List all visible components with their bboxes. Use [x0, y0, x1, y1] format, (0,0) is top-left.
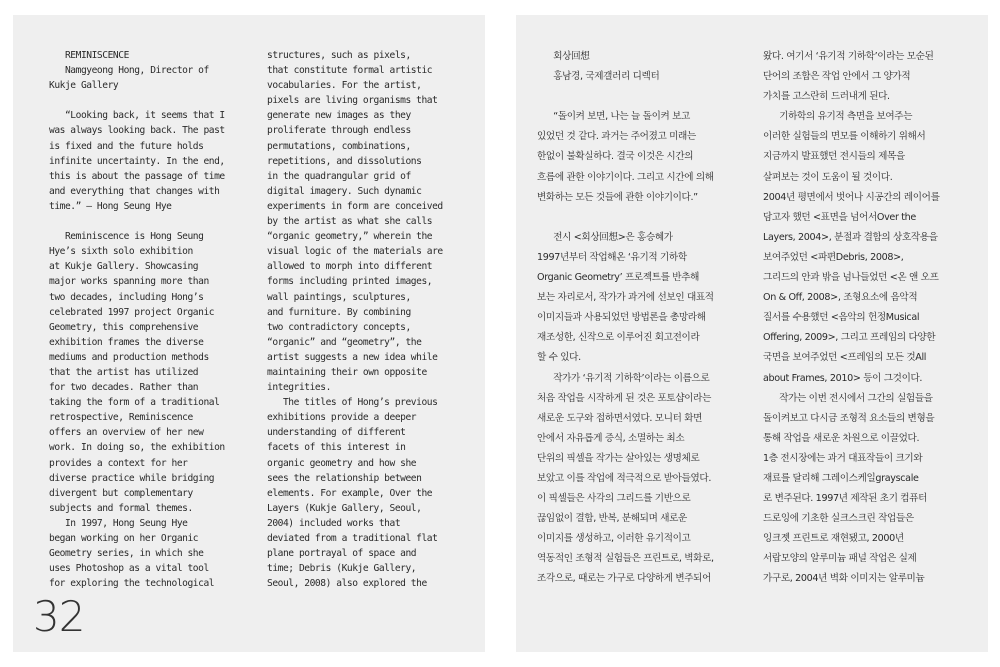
text-line: 1층 전시장에는 과거 대표작들이 크기와: [763, 452, 923, 464]
text-line: maintaining their own opposite: [267, 366, 427, 378]
text-line: time; Debris (Kukje Gallery,: [267, 563, 417, 575]
text-line: work. In doing so, the exhibition: [49, 442, 225, 454]
text-line: Namgyeong Hong, Director of: [49, 65, 209, 77]
text-line: 왔다. 여기서 ‘유기적 기하학’이라는 모순된: [763, 51, 934, 62]
text-line: permutations, combinations,: [267, 140, 411, 152]
text-line: 끊임없이 결합, 반복, 분해되며 새로운: [537, 513, 687, 525]
text-line: is fixed and the future holds: [49, 140, 204, 152]
text-line: 질서를 수용했던 <음악의 헌정Musical: [763, 312, 920, 324]
text-line: that the artist has utilized: [49, 366, 199, 378]
text-line: celebrated 1997 project Organic: [49, 306, 215, 318]
text-line: 2004년 평면에서 벗어나 시공간의 레이어를: [763, 191, 940, 203]
text-line: “organic geometry,” wherein the: [267, 231, 433, 243]
text-line: repetitions, and dissolutions: [267, 155, 422, 167]
text-line: Hye’s sixth solo exhibition: [49, 246, 193, 258]
text-line: 지금까지 발표했던 전시들의 제목을: [763, 151, 905, 163]
text-line: and furniture. By combining: [267, 306, 411, 318]
text-line: 단위의 픽셀을 작가는 살아있는 생명체로: [537, 452, 700, 464]
text-line: 로 변주된다. 1997년 제작된 초기 컴퓨터: [763, 493, 928, 505]
text-line: retrospective, Reminiscence: [49, 412, 193, 424]
text-line: 단어의 조합은 작업 안에서 그 양가적: [763, 71, 911, 83]
text-line: In 1997, Hong Seung Hye: [49, 517, 188, 529]
page-number: 32: [33, 592, 85, 641]
english-column-1: [49, 48, 244, 591]
text-line: 홍남경, 국제갤러리 디렉터: [537, 71, 660, 83]
text-line: “돌이켜 보면, 나는 늘 돌이켜 보고: [537, 111, 690, 123]
text-line: [49, 93, 244, 108]
text-line: 보았고 이를 작업에 적극적으로 받아들였다.: [537, 472, 712, 484]
text-line: understanding of different: [267, 427, 406, 439]
text-line: wall paintings, sculptures,: [267, 291, 411, 303]
text-line: 그리드의 안과 밖을 넘나들었던 <온 앤 오프: [763, 272, 939, 284]
text-line: infinite uncertainty. In the end,: [49, 155, 225, 167]
korean-column-2: [763, 47, 971, 590]
right-page: [516, 15, 988, 652]
text-line: Seoul, 2008) also explored the: [267, 578, 427, 590]
text-line: 새로운 도구와 접하면서였다. 모니터 화면: [537, 412, 703, 424]
text-line: 가치를 고스란히 드러내게 된다.: [763, 91, 890, 103]
text-line: taking the form of a traditional: [49, 397, 220, 409]
text-line: The titles of Hong’s previous: [267, 397, 438, 409]
text-line: 2004) included works that: [267, 517, 401, 529]
text-line: mediums and production methods: [49, 351, 209, 363]
text-line: 보는 자리로서, 작가가 과거에 선보인 대표적: [537, 292, 714, 304]
text-line: Geometry series, in which she: [49, 548, 204, 560]
text-line: Organic Geometry’ 프로젝트를 반추해: [537, 272, 700, 284]
text-line: Reminiscence is Hong Seung: [49, 231, 204, 243]
text-line: Layers, 2004>, 분절과 결합의 상호작용을: [763, 231, 938, 243]
text-line: 재료를 달리해 그레이스케일grayscale: [763, 472, 919, 484]
text-line: sees the relationship between: [267, 472, 422, 484]
text-line: uses Photoshop as a vital tool: [49, 563, 209, 575]
text-line: [537, 208, 745, 228]
text-line: 드로잉에 기초한 실크스크린 작업들은: [763, 513, 914, 525]
text-line: 통해 작업을 새로운 차원으로 이끌었다.: [763, 432, 920, 444]
text-line: was always looking back. The past: [49, 125, 225, 137]
text-line: organic geometry and how she: [267, 457, 417, 469]
text-line: 작가가 ‘유기적 기하학’이라는 이름으로: [537, 372, 710, 384]
text-line: “organic” and “geometry”, the: [267, 336, 422, 348]
text-line: 1997년부터 작업해온 ‘유기적 기하학: [537, 251, 687, 263]
text-line: pixels are living organisms that: [267, 95, 438, 107]
text-line: 회상回想: [537, 51, 590, 62]
text-line: Offering, 2009>, 그리고 프레임의 다양한: [763, 332, 936, 344]
text-line: [537, 87, 745, 107]
text-line: about Frames, 2010> 등이 그것이다.: [763, 372, 923, 384]
text-line: structures, such as pixels,: [267, 50, 411, 61]
text-line: 한없이 불확실하다. 결국 이것은 시간의: [537, 151, 694, 163]
text-line: 이 픽셀들은 사각의 그리드를 기반으로: [537, 493, 691, 505]
text-line: elements. For example, Over the: [267, 487, 433, 499]
text-line: by the artist as what she calls: [267, 216, 433, 228]
english-column-2: [267, 48, 467, 591]
text-line: 국면을 보여주었던 <프레임의 모든 것All: [763, 352, 927, 364]
text-line: REMINISCENCE: [49, 50, 129, 61]
text-line: generate new images as they: [267, 110, 411, 122]
left-page: [13, 15, 485, 652]
text-line: for two decades. Rather than: [49, 382, 199, 394]
text-line: 이러한 실험들의 면모를 이해하기 위해서: [763, 131, 926, 143]
text-line: 담고자 했던 <표면을 넘어서Over the: [763, 211, 916, 223]
text-line: began working on her Organic: [49, 533, 199, 544]
text-line: vocabularies. For the artist,: [267, 80, 422, 92]
text-line: exhibition frames the diverse: [49, 336, 204, 348]
text-line: 이미지를 생성하고, 이러한 유기적이고: [537, 533, 691, 545]
text-line: 가구로, 2004년 벽화 이미지는 알루미늄: [763, 573, 925, 585]
text-line: diverse practice while bridging: [49, 472, 215, 484]
text-line: Layers (Kukje Gallery, Seoul,: [267, 502, 422, 514]
text-line: 처음 작업을 시작하게 된 것은 포토샵이라는: [537, 392, 712, 404]
text-line: 살펴보는 것이 도움이 될 것이다.: [763, 171, 893, 183]
text-line: time.” — Hong Seung Hye: [49, 200, 172, 212]
text-line: Geometry, this comprehensive: [49, 321, 199, 333]
text-line: two decades, including Hong’s: [49, 291, 204, 303]
text-line: deviated from a traditional flat: [267, 533, 438, 544]
text-line: 조각으로, 때로는 가구로 다양하게 변주되어: [537, 573, 712, 585]
text-line: plane portrayal of space and: [267, 548, 417, 560]
text-line: provides a context for her: [49, 457, 188, 469]
text-line: integrities.: [267, 382, 331, 394]
text-line: “Looking back, it seems that I: [49, 110, 225, 122]
text-line: 서랍모양의 알루미늄 패널 작업은 실제: [763, 553, 917, 565]
text-line: On & Off, 2008>, 조형요소에 음악적: [763, 292, 918, 304]
text-line: 이미지들과 사용되었던 방법론을 총망라해: [537, 312, 706, 324]
text-line: 역동적인 조형적 실험들은 프린트로, 벽화로,: [537, 553, 714, 565]
text-line: proliferate through endless: [267, 125, 411, 137]
text-line: [49, 214, 244, 229]
text-line: 돌이켜보고 다시금 조형적 요소들의 변형을: [763, 412, 935, 424]
text-line: 있었던 것 같다. 과거는 주어졌고 미래는: [537, 131, 696, 143]
text-line: 잉크젯 프린트로 재현됐고, 2000년: [763, 533, 904, 545]
text-line: this is about the passage of time: [49, 170, 225, 182]
text-line: subjects and formal themes.: [49, 502, 193, 514]
text-line: 작가는 이번 전시에서 그간의 실험들을: [763, 392, 933, 404]
text-line: at Kukje Gallery. Showcasing: [49, 261, 199, 273]
text-line: two contradictory concepts,: [267, 321, 411, 333]
text-line: major works spanning more than: [49, 276, 209, 288]
text-line: digital imagery. Such dynamic: [267, 185, 422, 197]
text-line: 보여주었던 <파편Debris, 2008>,: [763, 251, 904, 263]
korean-column-1: [537, 47, 745, 590]
text-line: Kukje Gallery: [49, 80, 119, 92]
text-line: allowed to morph into different: [267, 261, 433, 273]
text-line: divergent but complementary: [49, 487, 193, 499]
text-line: 전시 <회상回想>은 홍승혜가: [537, 231, 673, 243]
text-line: forms including printed images,: [267, 276, 433, 288]
text-line: 안에서 자유롭게 증식, 소멸하는 최소: [537, 432, 685, 444]
text-line: in the quadrangular grid of: [267, 170, 411, 182]
text-line: offers an overview of her new: [49, 427, 204, 439]
text-line: experiments in form are conceived: [267, 200, 443, 212]
text-line: visual logic of the materials are: [267, 246, 443, 258]
text-line: that constitute formal artistic: [267, 65, 433, 77]
text-line: 흐름에 관한 이야기이다. 그리고 시간에 의해: [537, 171, 714, 183]
text-line: artist suggests a new idea while: [267, 351, 438, 363]
text-line: 할 수 있다.: [537, 352, 581, 364]
text-line: exhibitions provide a deeper: [267, 412, 417, 424]
text-line: 변화하는 모든 것들에 관한 이야기이다.”: [537, 191, 698, 203]
text-line: facets of this interest in: [267, 442, 406, 454]
text-line: for exploring the technological: [49, 578, 215, 590]
text-line: 재조성한, 신작으로 이루어진 회고전이라: [537, 332, 700, 344]
text-line: 기하학의 유기적 측면을 보여주는: [763, 111, 913, 123]
text-line: and everything that changes with: [49, 185, 220, 197]
